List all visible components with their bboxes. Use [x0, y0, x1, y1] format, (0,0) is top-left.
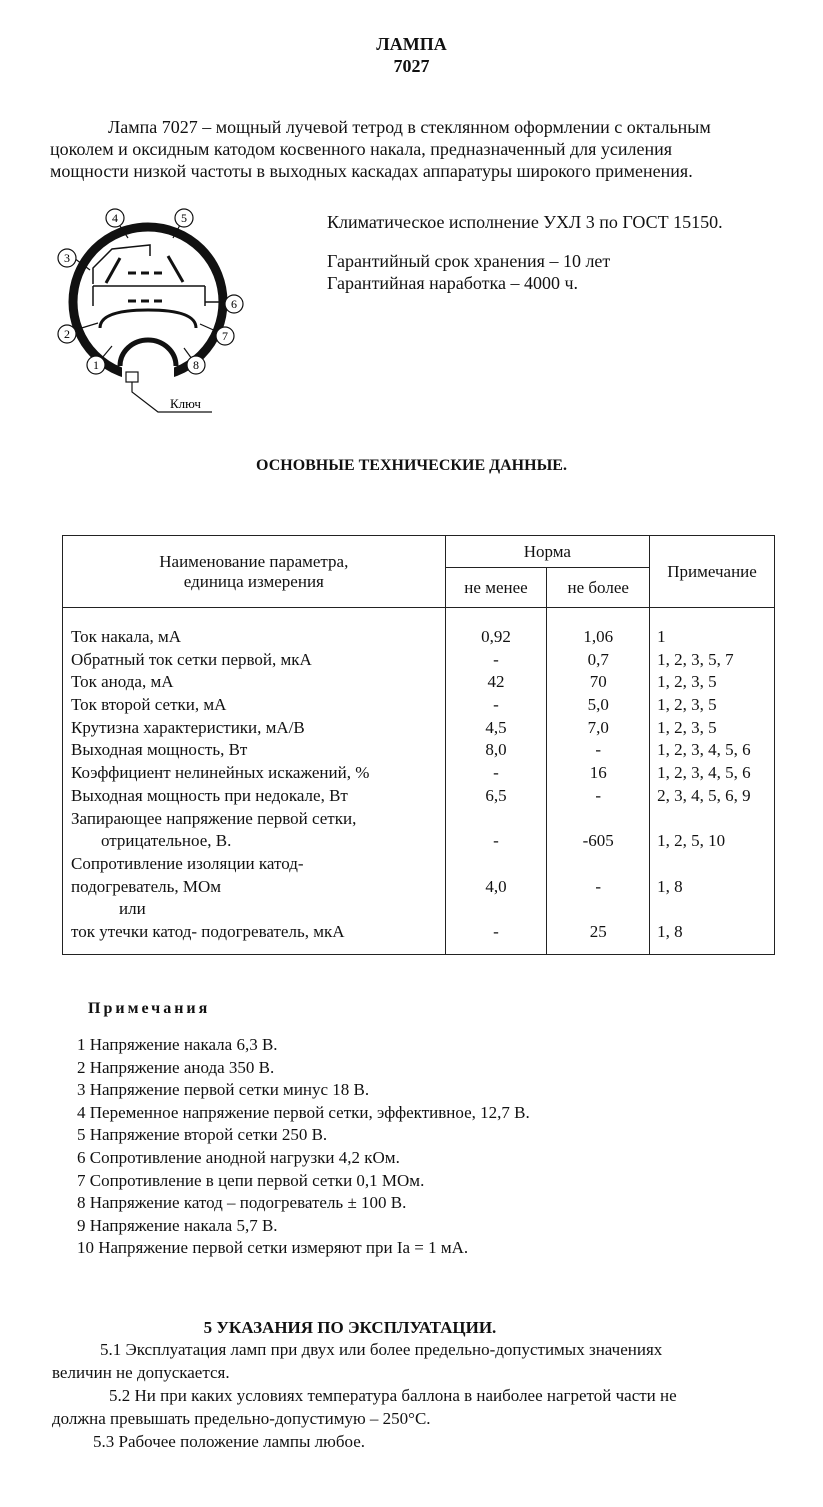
table-cell-min: - — [493, 649, 499, 669]
table-cell-note: 1, 8 — [657, 876, 683, 896]
table-cell-note: 1, 2, 3, 5, 7 — [657, 649, 734, 669]
pin-6-label — [225, 295, 243, 313]
operation-p1: 5.1 Эксплуатация ламп при двух или более предельно-допустимых значениях — [100, 1340, 663, 1359]
svg-text:6: 6 — [231, 297, 237, 311]
intro-line: мощности низкой частоты в выходных каскадах аппаратуры широкого применения. — [50, 161, 693, 181]
table-cell-min: - — [493, 831, 499, 851]
pin-5-label — [175, 209, 193, 227]
intro-paragraph — [50, 116, 711, 182]
note-item: 2 Напряжение анода 350 В. — [77, 1057, 275, 1077]
table-cell-max: 16 — [589, 763, 607, 783]
table-cell-note: 1, 2, 3, 5 — [657, 695, 717, 715]
svg-text:4: 4 — [112, 211, 118, 225]
operation-p1-cont: величин не допускается. — [52, 1363, 230, 1382]
operation-p3: 5.3 Рабочее положение лампы любое. — [93, 1432, 365, 1451]
intro-line: Лампа 7027 – мощный лучевой тетрод в стеклянном оформлении с октальным — [108, 117, 711, 137]
table-cell-max: 5,0 — [587, 695, 609, 715]
pin-2-label — [58, 325, 76, 343]
table-cell-min: 8,0 — [485, 740, 507, 760]
table-row-name: Запирающее напряжение первой сетки, — [71, 808, 357, 828]
operation-warranty: Гарантийная наработка – 4000 ч. — [327, 273, 579, 293]
operation-p2: 5.2 Ни при каких условиях температура баллона в наиболее нагретой части не — [109, 1386, 677, 1405]
page-title: ЛАМПА — [376, 34, 447, 54]
table-cell-min: - — [493, 921, 499, 941]
pin-3-label — [58, 249, 76, 267]
svg-text:3: 3 — [64, 251, 70, 265]
table-cell-max: - — [595, 740, 602, 760]
note-item: 4 Переменное напряжение первой сетки, эффективное, 12,7 В. — [77, 1102, 530, 1122]
table-cell-note: 1, 2, 3, 4, 5, 6 — [657, 740, 751, 760]
table-cell-max: - — [595, 876, 602, 896]
svg-text:1: 1 — [93, 358, 99, 372]
table-cell-min: 0,92 — [481, 627, 511, 646]
table-cell-min — [446, 808, 547, 831]
header-param — [63, 536, 446, 608]
table-row-name: Сопротивление изоляции катод- — [71, 853, 304, 873]
header-norm: Норма — [445, 536, 649, 568]
operation-title: 5 УКАЗАНИЯ ПО ЭКСПЛУАТАЦИИ. — [203, 1318, 497, 1337]
svg-text:8: 8 — [193, 358, 199, 372]
table-cell-min: 4,0 — [485, 876, 507, 896]
electrode-left — [106, 258, 120, 283]
table-cell-max: 1,06 — [583, 627, 614, 646]
storage-warranty: Гарантийный срок хранения – 10 лет — [327, 251, 611, 271]
table-row-name: Ток второй сетки, мА — [71, 695, 227, 715]
note-item: 1 Напряжение накала 6,3 В. — [77, 1035, 278, 1054]
table-cell-max: -605 — [582, 831, 614, 851]
table-row-name: подогреватель, МОм — [71, 876, 222, 896]
header-note: Примечание — [650, 536, 775, 608]
note-item: 7 Сопротивление в цепи первой сетки 0,1 МОм. — [77, 1170, 425, 1190]
table-cell-max: 0,7 — [587, 649, 609, 669]
table-cell-min — [446, 853, 547, 876]
param-names-column — [63, 608, 446, 955]
table-row-name: Выходная мощность, Вт — [71, 740, 248, 760]
header-param-line: Наименование параметра, — [159, 551, 349, 571]
table-row-name: ток утечки катод- подогреватель, мкА — [71, 921, 345, 941]
anode-plate — [100, 310, 196, 328]
table-cell-note — [650, 808, 774, 831]
climate-spec: Климатическое исполнение УХЛ 3 по ГОСТ 15150. — [327, 212, 723, 232]
table-cell-max: 70 — [589, 672, 607, 692]
header-min: не менее — [445, 568, 547, 608]
table-cell-max: - — [595, 785, 602, 805]
pin-4-label — [106, 209, 124, 227]
svg-text:5: 5 — [181, 211, 187, 225]
max-values-column — [547, 608, 650, 955]
key-notch — [126, 372, 138, 382]
table-row-name: Коэффициент нелинейных искажений, % — [71, 763, 370, 783]
svg-text:7: 7 — [222, 329, 228, 343]
notes-refs-column — [650, 608, 775, 955]
table-cell-min: 4,5 — [485, 717, 507, 737]
table-cell-min: - — [493, 695, 499, 715]
note-item: 3 Напряжение первой сетки минус 18 В. — [77, 1080, 370, 1100]
table-row-name: Крутизна характеристики, мА/В — [71, 717, 305, 737]
table-cell-note: 1, 2, 5, 10 — [657, 831, 726, 851]
table-row-name: Обратный ток сетки первой, мкА — [71, 649, 312, 669]
section-title: ОСНОВНЫЕ ТЕХНИЧЕСКИЕ ДАННЫЕ. — [256, 457, 567, 474]
table-cell-max — [547, 808, 649, 831]
table-row-name: Ток накала, мА — [71, 627, 182, 646]
table-cell-note: 2, 3, 4, 5, 6, 9 — [657, 785, 751, 805]
table-cell-note: 1, 2, 3, 5 — [657, 672, 717, 692]
table-cell-max — [547, 853, 649, 876]
pin-8-label — [187, 356, 205, 374]
note-item: 8 Напряжение катод – подогреватель ± 100 В. — [77, 1193, 407, 1213]
note-item: 6 Сопротивление анодной нагрузки 4,2 кОм. — [77, 1148, 400, 1167]
table-cell-max: 25 — [589, 921, 607, 941]
table-cell-min: 6,5 — [485, 785, 507, 805]
electrode-right — [168, 256, 183, 282]
table-row-name: Выходная мощность при недокале, Вт — [71, 785, 348, 805]
table-cell-note: 1, 8 — [657, 921, 683, 941]
key-label: Ключ — [170, 396, 201, 411]
note-item: 9 Напряжение накала 5,7 В. — [77, 1215, 278, 1235]
lamp-model: 7027 — [393, 56, 430, 76]
table-cell-min — [446, 898, 547, 921]
table-cell-note — [650, 853, 774, 876]
pin-1-label — [87, 356, 105, 374]
note-item: 5 Напряжение второй сетки 250 В. — [77, 1125, 328, 1145]
table-cell-max — [547, 898, 649, 921]
header-param-line: единица измерения — [183, 571, 324, 591]
table-cell-note — [650, 898, 774, 921]
svg-text:2: 2 — [64, 327, 70, 341]
intro-line: цоколем и оксидным катодом косвенного накала, предназначенный для усиления — [50, 139, 673, 159]
table-cell-note: 1, 2, 3, 4, 5, 6 — [657, 763, 751, 783]
spec-table — [62, 535, 775, 955]
min-values-column — [445, 608, 547, 955]
table-cell-max: 7,0 — [587, 717, 609, 737]
pin-7-label — [216, 327, 234, 345]
table-cell-min: - — [493, 763, 499, 783]
table-cell-note: 1 — [657, 627, 666, 646]
table-row-name: отрицательное, В. — [101, 831, 232, 851]
pinout-diagram — [40, 198, 280, 423]
operation-p2-cont: должна превышать предельно-допустимую – 250°С. — [52, 1409, 431, 1428]
cathode-lead — [93, 245, 150, 284]
table-row-name: или — [119, 899, 146, 919]
table-cell-note: 1, 2, 3, 5 — [657, 717, 717, 737]
table-row-name: Ток анода, мА — [71, 672, 174, 692]
base-key-arc — [120, 340, 176, 366]
note-item: 10 Напряжение первой сетки измеряют при Iа = 1 мА. — [77, 1238, 469, 1258]
notes-title: Примечания — [88, 1000, 211, 1017]
table-cell-min: 42 — [487, 672, 505, 692]
header-max: не более — [547, 568, 650, 608]
